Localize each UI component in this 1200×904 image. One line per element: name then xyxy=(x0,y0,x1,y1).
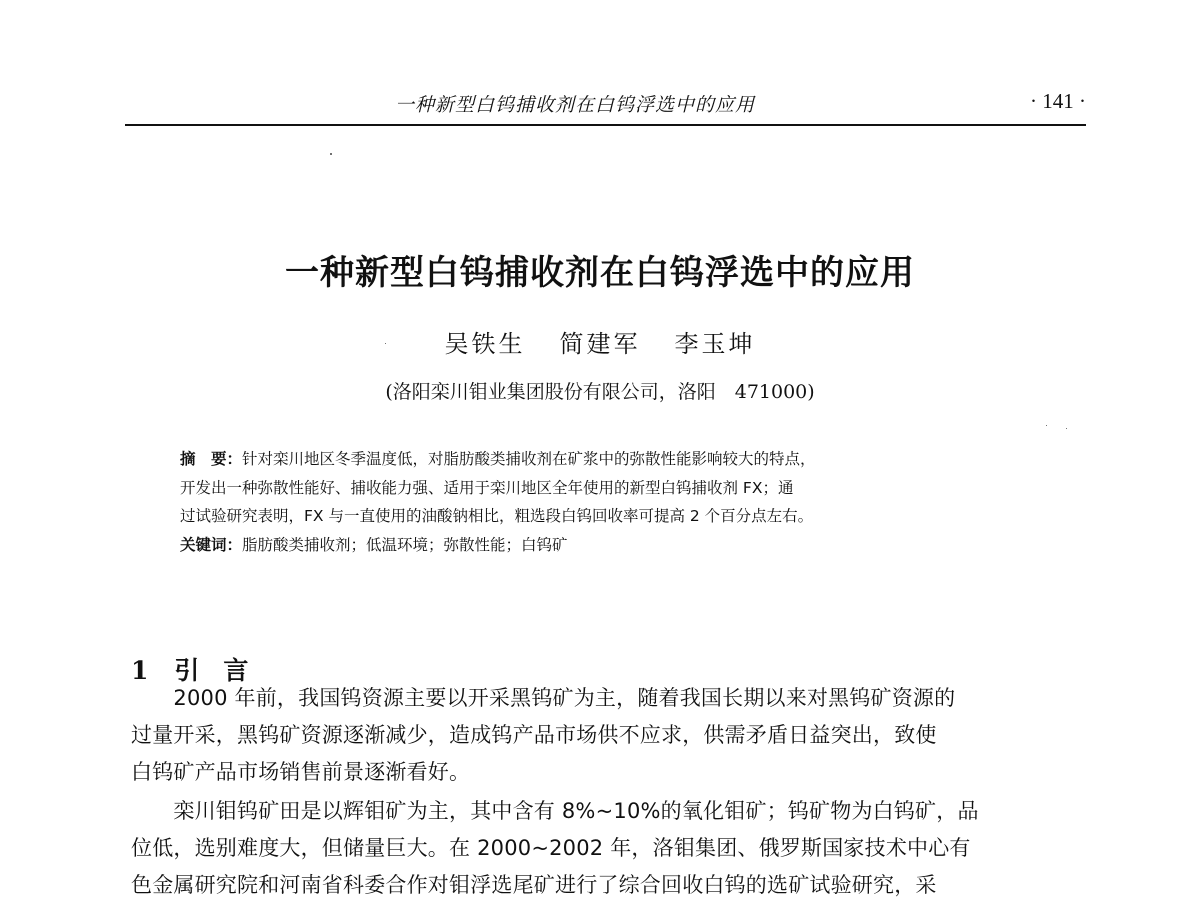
section-title: 引言 xyxy=(174,655,273,685)
running-header xyxy=(125,86,1086,126)
text-line: 位低，选别难度大，但储量巨大。在 2000~2002 年，洛钼集团、俄罗斯国家技术中心有 xyxy=(131,836,971,860)
text-line: 2000 年前，我国钨资源主要以开采黑钨矿为主，随着我国长期以来对黑钨矿资源的 xyxy=(131,686,956,710)
scan-speck xyxy=(1046,425,1047,426)
abstract-line: 过试验研究表明，FX 与一直使用的油酸钠相比，粗选段白钨回收率可提高 2 个百分点左右。 xyxy=(180,507,814,525)
author-list xyxy=(0,324,1200,359)
scan-speck xyxy=(330,153,332,155)
text-line: 色金属研究院和河南省科委合作对钼浮选尾矿进行了综合回收白钨的选矿试验研究，采 xyxy=(131,873,937,897)
abstract-line xyxy=(180,445,1040,474)
running-title: 一种新型白钨捕收剂在白钨浮选中的应用 xyxy=(395,94,756,116)
page-number: · 141 · xyxy=(1030,89,1086,113)
abstract-line: 开发出一种弥散性能好、捕收能力强、适用于栾川地区全年使用的新型白钨捕收剂 FX；通 xyxy=(180,478,794,497)
paper-title: 一种新型白钨捕收剂在白钨浮选中的应用 xyxy=(285,252,915,293)
author-name: 李玉坤 xyxy=(674,330,756,358)
header-rule xyxy=(125,124,1086,126)
keywords-label: 关键词： xyxy=(180,535,243,554)
abstract-label: 摘 要： xyxy=(180,450,243,468)
abstract xyxy=(180,445,1040,559)
author-name: 简建军 xyxy=(559,330,641,358)
abstract-text: 针对栾川地区冬季温度低，对脂肪酸类捕收剂在矿浆中的弥散性能影响较大的特点， xyxy=(242,450,816,468)
author-name: 吴铁生 xyxy=(444,330,526,358)
body-text xyxy=(131,680,1086,904)
keywords-text: 脂肪酸类捕收剂；低温环境；弥散性能；白钨矿 xyxy=(242,535,568,554)
section-number: 1 xyxy=(131,655,149,685)
text-line: 过量开采，黑钨矿资源逐渐减少，造成钨产品市场供不应求，供需矛盾日益突出，致使 xyxy=(131,723,937,747)
paragraph xyxy=(131,793,1086,904)
paragraph xyxy=(131,680,1086,791)
text-line: 白钨矿产品市场销售前景逐渐看好。 xyxy=(131,760,471,784)
keywords-line xyxy=(180,531,1040,560)
scan-speck xyxy=(1066,428,1067,429)
affiliation: (洛阳栾川钼业集团股份有限公司，洛阳 471000) xyxy=(385,381,815,403)
text-line: 栾川钼钨矿田是以辉钼矿为主，其中含有 8%~10%的氧化钼矿；钨矿物为白钨矿，品 xyxy=(131,799,979,823)
